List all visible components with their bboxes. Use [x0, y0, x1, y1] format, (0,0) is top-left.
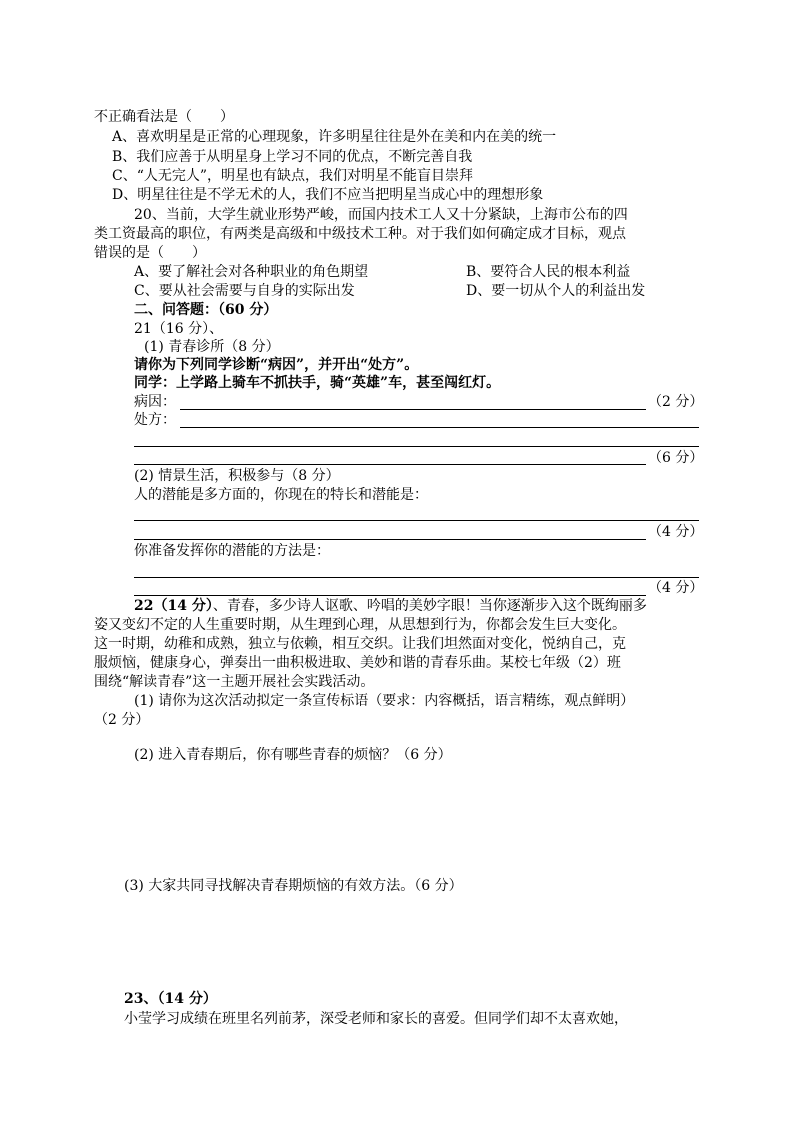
method-answer-line-1[interactable] — [134, 577, 699, 578]
q22-sub3: (3) 大家共同寻找解决青春期烦恼的有效方法。（6 分） — [124, 878, 463, 894]
q21-part2-title: (2) 情景生活，积极参与（8 分） — [134, 468, 340, 484]
prescription-score: （6 分） — [648, 450, 704, 466]
section-title: 二、问答题：（60 分） — [134, 302, 278, 318]
potential-answer-line-1[interactable] — [134, 520, 699, 521]
q22-header: 22（14 分） — [134, 598, 213, 614]
method-answer-line-2[interactable] — [134, 595, 646, 596]
q22-line5: 围绕“解读青春”这一主题开展社会实践活动。 — [94, 674, 375, 690]
q22-line3: 这一时期，幼稚和成熟，独立与依赖，相互交织。让我们坦然面对变化，悦纳自己，克 — [94, 636, 626, 652]
q20-line2: 类工资最高的职位，有两类是高级和中级技术工种。对于我们如何确定成才目标，观点 — [94, 226, 626, 242]
potential-answer-line-2[interactable] — [134, 539, 646, 540]
prescription-answer-line-3[interactable] — [134, 464, 646, 465]
q19-option-a: A、喜欢明星是正常的心理现象，许多明星往往是外在美和内在美的统一 — [112, 129, 557, 145]
method-score: （4 分） — [648, 580, 704, 596]
prescription-answer-line-2[interactable] — [134, 446, 699, 447]
prescription-answer-line-1[interactable] — [180, 427, 699, 428]
q19-option-d: D、明星往往是不学无术的人，我们不应当把明星当成心中的理想形象 — [112, 187, 544, 203]
q19-option-c: C、“人无完人”，明星也有缺点，我们对明星不能盲目崇拜 — [112, 168, 474, 184]
q21-part2-prompt1: 人的潜能是多方面的，你现在的特长和潜能是： — [134, 487, 428, 503]
q22-sub2: (2) 进入青春期后，你有哪些青春的烦恼？（6 分） — [134, 747, 452, 763]
q23-line1: 小莹学习成绩在班里名列前茅，深受老师和家长的喜爱。但同学们却不太喜欢她， — [124, 1011, 628, 1027]
diagnosis-score: （2 分） — [648, 394, 704, 410]
q22-line1-text: 、青春，多少诗人讴歌、吟唱的美妙字眼！当你逐渐步入这个既绚丽多 — [212, 598, 647, 614]
q20-option-c: C、要从社会需要与自身的实际出发 — [134, 283, 355, 299]
q19-stem: 不正确看法是（ ） — [94, 109, 234, 125]
q20-line1: 20、当前，大学生就业形势严峻，而国内技术工人又十分紧缺，上海市公布的四 — [134, 207, 628, 223]
q22-line2: 姿又变幻不定的人生重要时期，从生理到心理，从思想到行为，你都会发生巨大变化。 — [94, 617, 626, 633]
diagnosis-answer-line[interactable] — [180, 409, 646, 410]
q21-part1-instruction: 请你为下列同学诊断“病因”，并开出“处方”。 — [134, 357, 419, 373]
q21-part1-case: 同学：上学路上骑车不抓扶手，骑“英雄”车，甚至闯红灯。 — [134, 375, 501, 391]
q20-line3: 错误的是（ ） — [94, 245, 206, 261]
q21-part2-prompt2: 你准备发挥你的潜能的方法是： — [134, 543, 330, 559]
q20-option-a: A、要了解社会对各种职业的角色期望 — [134, 264, 369, 280]
prescription-label: 处方： — [134, 412, 176, 428]
q20-option-b: B、要符合人民的根本利益 — [466, 264, 631, 280]
diagnosis-label: 病因： — [134, 394, 176, 410]
q22-line4: 服烦恼，健康身心，弹奏出一曲积极进取、美妙和谐的青春乐曲。某校七年级（2）班 — [94, 655, 621, 671]
q22-sub1-line2: （2 分） — [94, 712, 150, 728]
q21-part1-title: (1) 青春诊所（8 分） — [144, 339, 280, 355]
q20-option-d: D、要一切从个人的利益出发 — [466, 283, 646, 299]
potential-score: （4 分） — [648, 524, 704, 540]
q19-option-b: B、我们应善于从明星身上学习不同的优点，不断完善自我 — [112, 149, 473, 165]
q22-sub1-line1: (1) 请你为这次活动拟定一条宣传标语（要求：内容概括，语言精练，观点鲜明） — [134, 693, 635, 709]
q21-header: 21（16 分）、 — [134, 321, 224, 337]
q22-line1 — [134, 597, 647, 615]
q23-header: 23、（14 分） — [124, 991, 217, 1007]
